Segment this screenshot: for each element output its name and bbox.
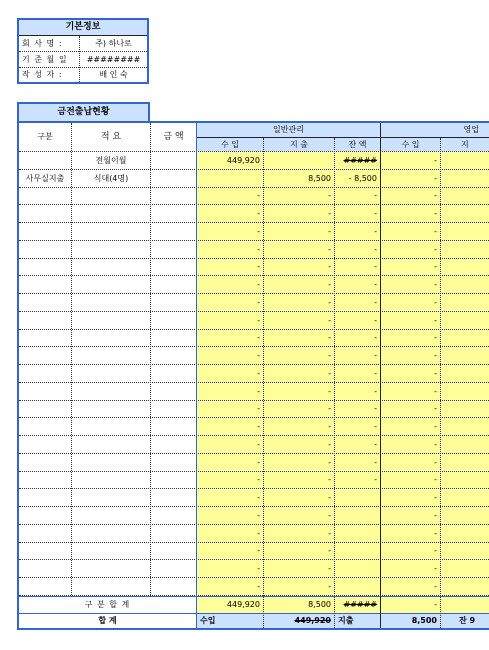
row-summary[interactable] xyxy=(72,223,150,240)
row-expense-2[interactable] xyxy=(441,383,489,400)
total-balance-label: 잔 9 xyxy=(459,616,476,625)
row-income[interactable]: - xyxy=(197,330,263,346)
row-expense-2[interactable] xyxy=(441,294,489,311)
row-category[interactable] xyxy=(19,347,71,364)
header-category: 구분 xyxy=(37,132,53,141)
row-income[interactable]: - xyxy=(197,436,263,453)
row-income[interactable]: 449,920 xyxy=(197,152,263,169)
row-category[interactable] xyxy=(19,525,71,542)
row-expense[interactable]: - xyxy=(264,347,334,364)
row-summary[interactable] xyxy=(72,330,150,346)
row-expense-2[interactable] xyxy=(441,188,489,204)
row-summary[interactable] xyxy=(72,525,150,542)
row-income[interactable]: - xyxy=(197,472,263,488)
row-balance[interactable]: - xyxy=(335,241,380,258)
row-expense-2[interactable] xyxy=(441,365,489,382)
row-amount[interactable] xyxy=(151,223,196,240)
row-balance[interactable]: - xyxy=(335,330,380,346)
row-expense[interactable]: - xyxy=(264,312,334,329)
row-income[interactable]: - xyxy=(197,560,263,577)
row-income-2[interactable]: - xyxy=(381,294,440,311)
row-category[interactable] xyxy=(19,543,71,559)
base-date-value[interactable]: ######## xyxy=(86,54,141,64)
row-expense[interactable]: - xyxy=(264,188,334,204)
row-category[interactable] xyxy=(19,312,71,329)
header-sales: 영업 xyxy=(463,125,479,134)
row-income[interactable]: - xyxy=(197,525,263,542)
row-category[interactable]: 사무실지출 xyxy=(25,173,65,183)
row-amount[interactable] xyxy=(151,188,196,204)
header-summary: 적 요 xyxy=(100,131,122,142)
row-category[interactable] xyxy=(19,418,71,435)
subtotal-expense: 8,500 xyxy=(308,600,331,609)
row-income-2[interactable]: - xyxy=(381,276,440,293)
row-expense[interactable]: - xyxy=(264,418,334,435)
row-income-2[interactable]: - xyxy=(381,365,440,382)
base-date-label: 기 준 월 일 xyxy=(22,54,68,64)
row-income-2[interactable]: - xyxy=(381,241,440,258)
row-expense[interactable]: - xyxy=(264,259,334,275)
row-income-2[interactable]: - xyxy=(381,170,440,187)
row-summary[interactable] xyxy=(72,489,150,506)
header-amount: 금 액 xyxy=(163,131,184,142)
row-income[interactable]: - xyxy=(197,188,263,204)
header-balance: 잔 액 xyxy=(348,139,367,149)
row-balance[interactable] xyxy=(335,489,380,506)
row-summary[interactable] xyxy=(72,294,150,311)
row-expense[interactable]: - xyxy=(264,436,334,453)
row-income-2[interactable]: - xyxy=(381,489,440,506)
row-expense[interactable]: - xyxy=(264,205,334,222)
row-balance[interactable]: - xyxy=(335,294,380,311)
row-income[interactable]: - xyxy=(197,223,263,240)
row-income-2[interactable]: - xyxy=(381,205,440,222)
row-category[interactable] xyxy=(19,276,71,293)
row-expense[interactable]: - xyxy=(264,401,334,417)
row-expense[interactable]: - xyxy=(264,454,334,471)
row-balance[interactable] xyxy=(335,525,380,542)
row-balance[interactable]: - xyxy=(335,383,380,400)
row-balance[interactable]: - xyxy=(335,436,380,453)
row-income-2[interactable]: - xyxy=(381,525,440,542)
row-category[interactable] xyxy=(19,436,71,453)
row-summary[interactable] xyxy=(72,436,150,453)
row-expense-2[interactable] xyxy=(441,436,489,453)
row-income-2[interactable]: - xyxy=(381,472,440,488)
row-income[interactable]: - xyxy=(197,418,263,435)
row-expense[interactable] xyxy=(264,152,334,169)
subtotal-income: 449,920 xyxy=(226,600,260,609)
row-category[interactable] xyxy=(19,560,71,577)
row-balance[interactable]: - 8,500 xyxy=(335,170,380,187)
row-balance[interactable]: - xyxy=(335,312,380,329)
row-expense[interactable]: - xyxy=(264,294,334,311)
row-summary[interactable] xyxy=(72,205,150,222)
row-amount[interactable] xyxy=(151,152,196,169)
row-summary[interactable] xyxy=(72,454,150,471)
row-expense-2[interactable] xyxy=(441,241,489,258)
row-expense-2[interactable] xyxy=(441,543,489,559)
row-amount[interactable] xyxy=(151,507,196,524)
row-amount[interactable] xyxy=(151,560,196,577)
subtotal-label: 구 분 합 계 xyxy=(84,600,131,609)
row-balance[interactable] xyxy=(335,560,380,577)
total-expense-label: 지출 xyxy=(338,616,354,625)
row-expense-2[interactable] xyxy=(441,560,489,577)
row-amount[interactable] xyxy=(151,578,196,595)
row-amount[interactable] xyxy=(151,436,196,453)
row-amount[interactable] xyxy=(151,294,196,311)
row-expense-2[interactable] xyxy=(441,170,489,187)
row-expense-2[interactable] xyxy=(441,489,489,506)
row-category[interactable] xyxy=(19,365,71,382)
row-amount[interactable] xyxy=(151,170,196,187)
row-income[interactable]: - xyxy=(197,276,263,293)
row-expense[interactable]: - xyxy=(264,543,334,559)
row-summary[interactable] xyxy=(72,259,150,275)
row-expense-2[interactable] xyxy=(441,259,489,275)
row-balance[interactable]: - xyxy=(335,365,380,382)
row-category[interactable] xyxy=(19,507,71,524)
row-amount[interactable] xyxy=(151,365,196,382)
row-expense[interactable]: - xyxy=(264,507,334,524)
row-category[interactable] xyxy=(19,188,71,204)
row-income-2[interactable]: - xyxy=(381,223,440,240)
row-income-2[interactable]: - xyxy=(381,347,440,364)
subtotal-balance: ##### xyxy=(343,600,377,609)
row-category[interactable] xyxy=(19,383,71,400)
row-income-2[interactable]: - xyxy=(381,383,440,400)
header-general: 일반관리 xyxy=(273,125,304,134)
total-label: 합 계 xyxy=(98,616,117,625)
row-expense-2[interactable] xyxy=(441,312,489,329)
row-expense[interactable]: - xyxy=(264,578,334,595)
row-expense[interactable]: - xyxy=(264,472,334,488)
row-income-2[interactable]: - xyxy=(381,507,440,524)
row-amount[interactable] xyxy=(151,383,196,400)
row-income-2[interactable]: - xyxy=(381,578,440,595)
company-name-value[interactable]: 주) 하나로 xyxy=(95,38,132,48)
total-income-label: 수입 xyxy=(200,616,216,625)
row-summary[interactable] xyxy=(72,365,150,382)
row-income-2[interactable]: - xyxy=(381,152,440,169)
row-amount[interactable] xyxy=(151,454,196,471)
row-income-2[interactable]: - xyxy=(381,543,440,559)
row-balance[interactable]: - xyxy=(335,223,380,240)
row-income[interactable]: - xyxy=(197,312,263,329)
total-expense-value: 8,500 xyxy=(411,616,437,625)
row-category[interactable] xyxy=(19,223,71,240)
row-expense[interactable]: - xyxy=(264,383,334,400)
row-income[interactable]: - xyxy=(197,543,263,559)
row-summary[interactable] xyxy=(72,472,150,488)
row-summary[interactable] xyxy=(72,188,150,204)
row-income-2[interactable]: - xyxy=(381,259,440,275)
row-balance[interactable] xyxy=(335,507,380,524)
row-expense-2[interactable] xyxy=(441,347,489,364)
row-category[interactable] xyxy=(19,205,71,222)
row-summary[interactable]: 전월이월 xyxy=(95,155,127,165)
row-category[interactable] xyxy=(19,152,71,169)
basic-info-title: 기본정보 xyxy=(19,20,147,35)
row-balance[interactable]: - xyxy=(335,276,380,293)
row-balance[interactable]: - xyxy=(335,418,380,435)
author-value[interactable]: 배 인 숙 xyxy=(99,70,128,79)
row-expense-2[interactable] xyxy=(441,223,489,240)
row-income[interactable]: - xyxy=(197,365,263,382)
row-income[interactable]: - xyxy=(197,401,263,417)
row-expense-2[interactable] xyxy=(441,418,489,435)
row-expense[interactable]: - xyxy=(264,365,334,382)
row-category[interactable] xyxy=(19,330,71,346)
row-amount[interactable] xyxy=(151,401,196,417)
row-summary[interactable] xyxy=(72,418,150,435)
row-balance[interactable]: - xyxy=(335,347,380,364)
row-amount[interactable] xyxy=(151,472,196,488)
row-summary[interactable] xyxy=(72,241,150,258)
cash-section-title: 금전출납현황 xyxy=(17,102,150,121)
row-expense-2[interactable] xyxy=(441,330,489,346)
row-balance[interactable]: - xyxy=(335,259,380,275)
row-amount[interactable] xyxy=(151,418,196,435)
header-expense: 지 출 xyxy=(290,139,308,149)
row-amount[interactable] xyxy=(151,205,196,222)
row-income-2[interactable]: - xyxy=(381,560,440,577)
row-amount[interactable] xyxy=(151,241,196,258)
row-balance[interactable]: ##### xyxy=(335,152,380,169)
row-summary[interactable] xyxy=(72,507,150,524)
row-expense-2[interactable] xyxy=(441,152,489,169)
subtotal-income-2: - xyxy=(434,600,437,609)
row-income[interactable] xyxy=(197,170,263,187)
row-category[interactable] xyxy=(19,578,71,595)
row-amount[interactable] xyxy=(151,347,196,364)
row-income[interactable]: - xyxy=(197,507,263,524)
row-expense-2[interactable] xyxy=(441,276,489,293)
row-expense[interactable]: 8,500 xyxy=(264,170,334,187)
row-expense[interactable]: - xyxy=(264,330,334,346)
row-income[interactable]: - xyxy=(197,241,263,258)
row-income[interactable]: - xyxy=(197,383,263,400)
row-category[interactable] xyxy=(19,489,71,506)
row-income-2[interactable]: - xyxy=(381,330,440,346)
row-expense-2[interactable] xyxy=(441,454,489,471)
row-summary[interactable] xyxy=(72,578,150,595)
row-category[interactable] xyxy=(19,259,71,275)
row-balance[interactable] xyxy=(335,578,380,595)
row-balance[interactable] xyxy=(335,543,380,559)
row-expense[interactable]: - xyxy=(264,276,334,293)
row-balance[interactable]: - xyxy=(335,454,380,471)
row-summary[interactable]: 식대(4명) xyxy=(93,173,129,183)
row-income-2[interactable]: - xyxy=(381,418,440,435)
row-summary[interactable] xyxy=(72,312,150,329)
row-balance[interactable]: - xyxy=(335,188,380,204)
row-amount[interactable] xyxy=(151,259,196,275)
row-summary[interactable] xyxy=(72,560,150,577)
row-income-2[interactable]: - xyxy=(381,188,440,204)
row-expense[interactable]: - xyxy=(264,560,334,577)
row-income-2[interactable]: - xyxy=(381,401,440,417)
row-expense[interactable]: - xyxy=(264,241,334,258)
row-expense[interactable]: - xyxy=(264,525,334,542)
row-income-2[interactable]: - xyxy=(381,312,440,329)
header-income: 수 입 xyxy=(221,139,239,149)
row-category[interactable] xyxy=(19,294,71,311)
row-income-2[interactable]: - xyxy=(381,436,440,453)
row-amount[interactable] xyxy=(151,543,196,559)
author-label: 작 성 자 : xyxy=(22,70,63,79)
row-expense[interactable]: - xyxy=(264,489,334,506)
row-balance[interactable]: - xyxy=(335,205,380,222)
row-income[interactable]: - xyxy=(197,347,263,364)
row-summary[interactable] xyxy=(72,276,150,293)
row-category[interactable] xyxy=(19,454,71,471)
row-expense-2[interactable] xyxy=(441,578,489,595)
row-income[interactable]: - xyxy=(197,205,263,222)
row-income[interactable]: - xyxy=(197,489,263,506)
row-summary[interactable] xyxy=(72,383,150,400)
row-category[interactable] xyxy=(19,472,71,488)
row-amount[interactable] xyxy=(151,525,196,542)
row-summary[interactable] xyxy=(72,543,150,559)
row-expense-2[interactable] xyxy=(441,472,489,488)
row-category[interactable] xyxy=(19,241,71,258)
row-income[interactable]: - xyxy=(197,578,263,595)
row-summary[interactable] xyxy=(72,347,150,364)
row-amount[interactable] xyxy=(151,276,196,293)
row-balance[interactable]: - xyxy=(335,472,380,488)
row-income-2[interactable]: - xyxy=(381,454,440,471)
row-income[interactable]: - xyxy=(197,454,263,471)
row-income[interactable]: - xyxy=(197,259,263,275)
row-amount[interactable] xyxy=(151,330,196,346)
row-category[interactable] xyxy=(19,401,71,417)
header-expense-2: 지 xyxy=(461,139,469,149)
row-income[interactable]: - xyxy=(197,294,263,311)
row-expense-2[interactable] xyxy=(441,507,489,524)
row-expense-2[interactable] xyxy=(441,401,489,417)
row-expense-2[interactable] xyxy=(441,525,489,542)
header-income-2: 수 입 xyxy=(401,139,420,149)
row-summary[interactable] xyxy=(72,401,150,417)
row-balance[interactable]: - xyxy=(335,401,380,417)
row-amount[interactable] xyxy=(151,489,196,506)
row-expense[interactable]: - xyxy=(264,223,334,240)
total-income-value: 449,920 xyxy=(294,616,331,625)
row-expense-2[interactable] xyxy=(441,205,489,222)
row-amount[interactable] xyxy=(151,312,196,329)
company-name-label: 회 사 명 : xyxy=(22,38,63,48)
